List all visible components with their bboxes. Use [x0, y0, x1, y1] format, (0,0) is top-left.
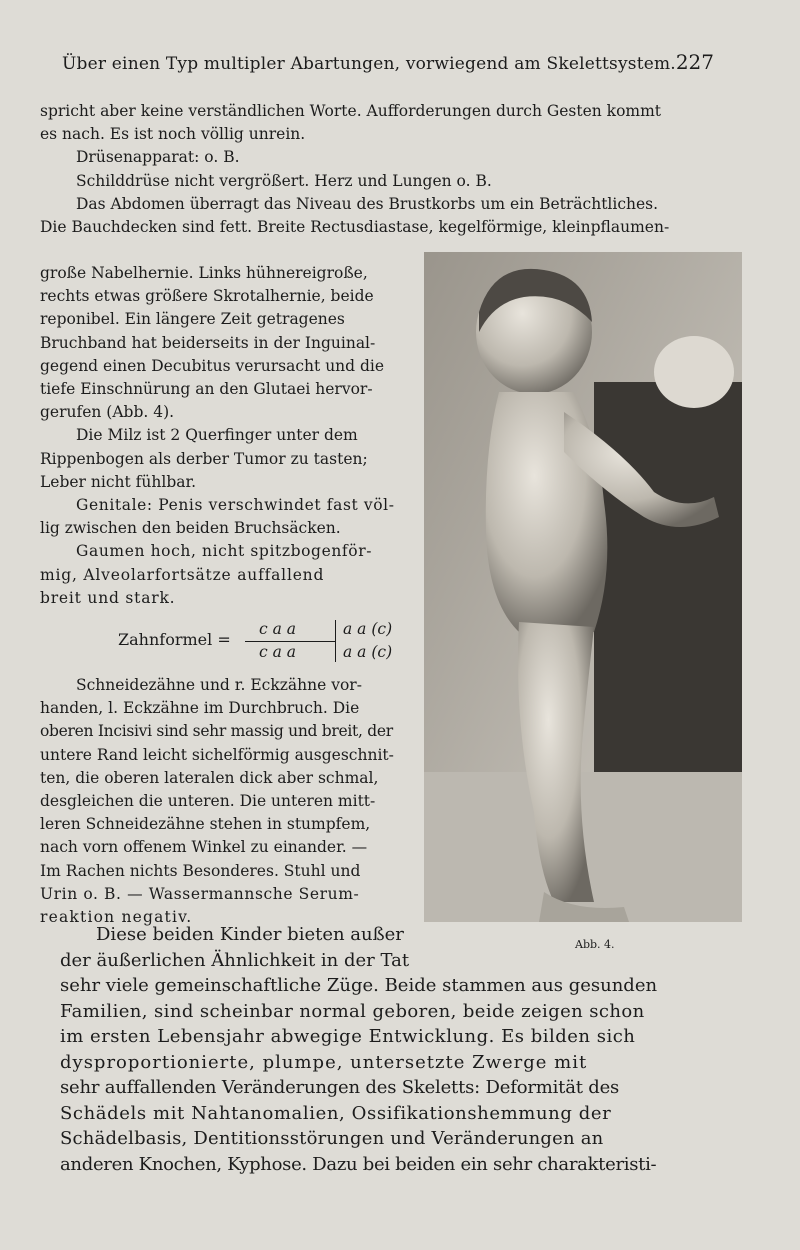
text-line: anderen Knochen, Kyphose. Dazu bei beiden ein sehr charakteristi- [60, 1153, 657, 1175]
formula-label: Zahnformel = [118, 630, 231, 650]
text-line: sehr auffallenden Veränderungen des Skeletts: Deformität des [60, 1077, 620, 1098]
text-line: sehr viele gemeinschaftliche Züge. Beide stammen aus gesunden [60, 975, 658, 996]
text-line: reaktion negativ. [40, 908, 193, 927]
text-line: reponibel. Ein längere Zeit getragenes [40, 310, 345, 329]
text-line: Diese beiden Kinder bieten außer [96, 924, 404, 945]
text-line: es nach. Es ist noch völlig unrein. [40, 125, 306, 144]
text-line: desgleichen die unteren. Die unteren mitt- [40, 792, 376, 811]
text-line: Genitale: Penis verschwindet fast völ- [76, 496, 395, 515]
page-header [62, 50, 714, 80]
text-line: mig, Alveolarfortsätze auffallend [40, 565, 325, 584]
text-line: Gaumen hoch, nicht spitzbogenför- [76, 542, 373, 561]
text-line: tiefe Einschnürung an den Glutaei hervor- [40, 380, 373, 399]
clinical-photograph [424, 252, 742, 922]
text-line: im ersten Lebensjahr abwegige Entwicklung. Es bilden sich [60, 1026, 636, 1047]
text-column [40, 262, 412, 929]
text-line: Bruchband hat beiderseits in der Inguinal- [40, 333, 376, 352]
text-line: gegend einen Decubitus verursacht und die [40, 356, 385, 375]
text-line: Schädels mit Nahtanomalien, Ossifikationshemmung der [60, 1102, 612, 1124]
text-line: Familien, sind scheinbar normal geboren, beide zeigen schon [60, 1000, 645, 1022]
text-line: Drüsenapparat: o. B. [76, 148, 240, 167]
text-line: Das Abdomen überragt das Niveau des Brustkorbs um ein Beträchtliches. [76, 194, 659, 213]
text-line: Schilddrüse nicht vergrößert. Herz und Lungen o. B. [76, 171, 492, 190]
text-line: nach vorn offenem Winkel zu einander. — [40, 838, 368, 857]
text-line: oberen Incisivi sind sehr massig und breit, der [40, 722, 393, 741]
formula-fraction [245, 618, 405, 664]
formula-denominator-left: c a a [259, 643, 297, 662]
text-line: große Nabelhernie. Links hühnereigroße, [40, 264, 368, 282]
text-line: dysproportionierte, plumpe, untersetzte Zwerge mit [60, 1051, 588, 1073]
text-line: der äußerlichen Ähnlichkeit in der Tat [60, 949, 410, 971]
body-text-top [40, 100, 720, 239]
child-photo-illustration [424, 252, 742, 922]
text-line: Schneidezähne und r. Eckzähne vor- [76, 676, 362, 695]
running-title: Über einen Typ multipler Abartungen, vorwiegend am Skelettsystem. [62, 54, 676, 74]
text-line: ten, die oberen lateralen dick aber schmal, [40, 768, 379, 787]
text-line: Leber nicht fühlbar. [40, 472, 197, 491]
text-line: gerufen (Abb. 4). [40, 403, 175, 422]
text-line: handen, l. Eckzähne im Durchbruch. Die [40, 699, 360, 718]
text-line: leren Schneidezähne stehen in stumpfem, [40, 815, 371, 834]
text-line: breit und stark. [40, 588, 176, 607]
formula-denominator-right: a a (c) [343, 643, 393, 662]
page-number: 227 [675, 50, 714, 74]
text-line: Im Rachen nichts Besonderes. Stuhl und [40, 861, 361, 880]
text-line: untere Rand leicht sichelförmig ausgeschnit- [40, 745, 394, 764]
text-line: rechts etwas größere Skrotalhernie, beide [40, 287, 374, 306]
formula-numerator-right: a a (c) [343, 620, 393, 639]
text-line: Die Milz ist 2 Querfinger unter dem [76, 426, 358, 445]
text-line: Rippenbogen als derber Tumor zu tasten; [40, 449, 368, 468]
formula-numerator-left: c a a [259, 620, 297, 639]
figure-caption: Abb. 4. [575, 938, 615, 951]
text-line: spricht aber keine verständlichen Worte. Aufforderungen durch Gesten kommt [40, 102, 662, 120]
formula-divider [335, 620, 336, 662]
text-line: Schädelbasis, Dentitionsstörungen und Veränderungen an [60, 1128, 604, 1149]
text-line: lig zwischen den beiden Bruchsäcken. [40, 519, 341, 538]
text-line: Die Bauchdecken sind fett. Breite Rectusdiastase, kegelförmige, kleinpflaumen- [40, 218, 670, 237]
body-text-bottom [60, 922, 750, 1177]
tooth-formula [40, 618, 412, 664]
text-line: Urin o. B. — Wassermannsche Serum- [40, 884, 360, 903]
